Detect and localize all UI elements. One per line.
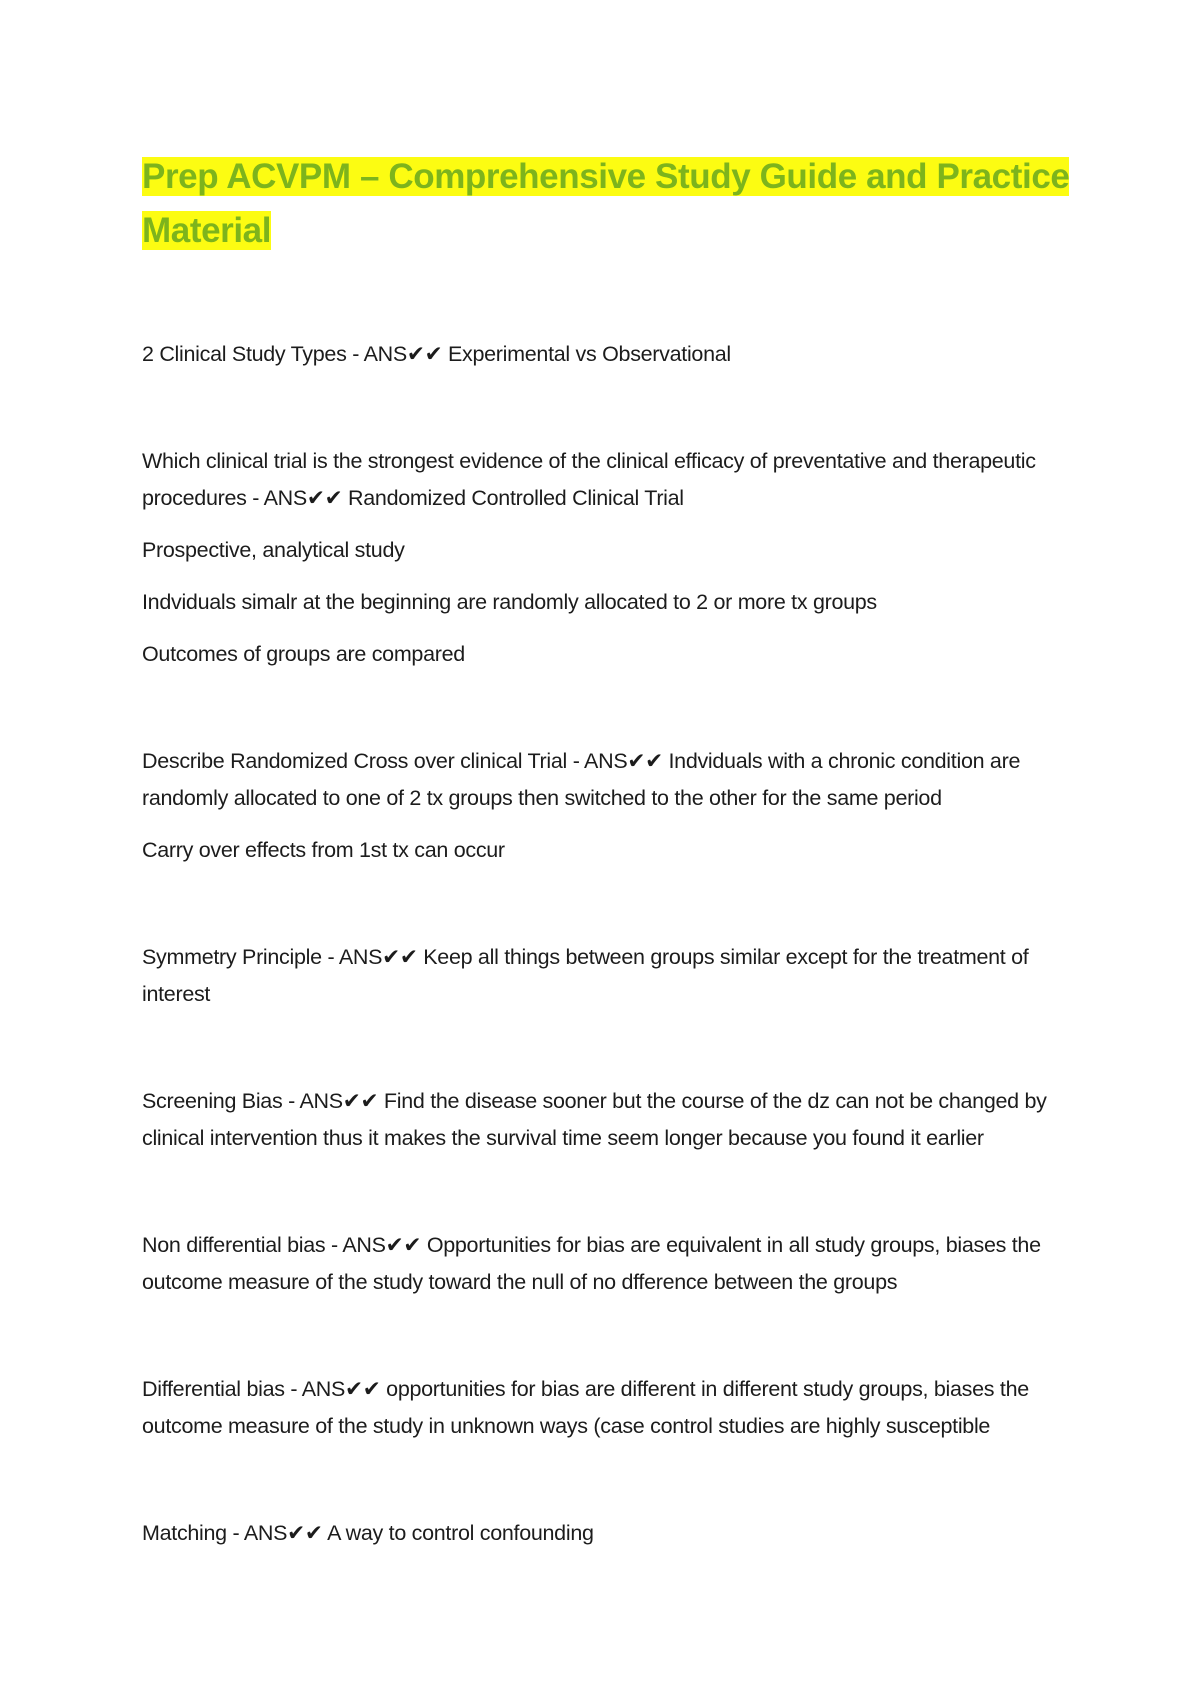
qa-line: Which clinical trial is the strongest evidence of the clinical efficacy of preventative and therapeutic procedures - ANS✔✔ Randomized Controlled Clinical Trial (142, 449, 1036, 510)
qa-note: Prospective, analytical study (142, 538, 405, 562)
answer-marker: ANS✔✔ (243, 1521, 323, 1545)
qa-question: Screening Bias (142, 1089, 283, 1113)
qa-list (142, 336, 1072, 1552)
qa-entry (142, 1371, 1072, 1445)
document-title (142, 150, 1072, 258)
qa-line: Screening Bias - ANS✔✔ Find the disease sooner but the course of the dz can not be changed by clinical intervention thus it makes the survival time seem longer because you found it earlier (142, 1089, 1047, 1150)
qa-answer: Experimental vs Observational (448, 342, 731, 366)
entry-spacer (142, 373, 1072, 443)
answer-marker: ANS✔✔ (299, 1089, 379, 1113)
entry-spacer (142, 1157, 1072, 1227)
qa-question: Describe Randomized Cross over clinical Trial (142, 749, 568, 773)
qa-answer: Find the disease sooner but the course of the dz can not be changed by clinical intervention thus it makes the survival time seem longer because you found it earlier (142, 1089, 1047, 1150)
qa-answer: Indviduals with a chronic condition are randomly allocated to one of 2 tx groups then switched to the other for the same period (142, 749, 1021, 810)
qa-entry (142, 939, 1072, 1013)
qa-entry (142, 1083, 1072, 1157)
qa-note: Carry over effects from 1st tx can occur (142, 838, 505, 862)
qa-entry (142, 743, 1072, 869)
qa-question: 2 Clinical Study Types (142, 342, 347, 366)
entry-spacer (142, 869, 1072, 939)
answer-marker: ANS✔✔ (342, 1233, 422, 1257)
document-body (142, 150, 1072, 1552)
qa-line: Describe Randomized Cross over clinical Trial - ANS✔✔ Indviduals with a chronic condition are randomly allocated to one of 2 tx groups then switched to the other for the same period (142, 749, 1021, 810)
answer-marker: ANS✔✔ (338, 945, 418, 969)
qa-answer: Keep all things between groups similar except for the treatment of interest (142, 945, 1029, 1006)
entry-spacer (142, 1301, 1072, 1371)
qa-answer: Opportunities for bias are equivalent in all study groups, biases the outcome measure of the study toward the null of no dfference between the groups (142, 1233, 1041, 1294)
qa-question: Which clinical trial is the strongest evidence of the clinical efficacy of preventative and therapeutic procedures (142, 449, 1036, 510)
qa-answer: Randomized Controlled Clinical Trial (348, 486, 684, 510)
title-highlight: Prep ACVPM – Comprehensive Study Guide and Practice Material (142, 157, 1070, 250)
answer-marker: ANS✔✔ (363, 342, 443, 366)
qa-line: Differential bias - ANS✔✔ opportunities for bias are different in different study groups, biases the outcome measure of the study in unknown ways (case control studies are highly susceptible (142, 1377, 1029, 1438)
qa-entry (142, 443, 1072, 673)
entry-spacer (142, 673, 1072, 743)
qa-question: Symmetry Principle (142, 945, 322, 969)
qa-note: Indviduals simalr at the beginning are randomly allocated to 2 or more tx groups (142, 590, 877, 614)
qa-line: Non differential bias - ANS✔✔ Opportunities for bias are equivalent in all study groups, biases the outcome measure of the study toward the null of no dfference between the groups (142, 1233, 1041, 1294)
qa-question: Differential bias (142, 1377, 285, 1401)
answer-marker: ANS✔✔ (301, 1377, 381, 1401)
entry-spacer (142, 1013, 1072, 1083)
qa-question: Matching (142, 1521, 227, 1545)
qa-note: Outcomes of groups are compared (142, 642, 465, 666)
qa-line: Symmetry Principle - ANS✔✔ Keep all things between groups similar except for the treatment of interest (142, 945, 1029, 1006)
qa-entry (142, 1515, 1072, 1552)
qa-line: 2 Clinical Study Types - ANS✔✔ Experimental vs Observational (142, 342, 731, 366)
qa-entry (142, 336, 1072, 373)
answer-marker: ANS✔✔ (263, 486, 343, 510)
qa-answer: A way to control confounding (327, 1521, 594, 1545)
qa-question: Non differential bias (142, 1233, 326, 1257)
qa-entry (142, 1227, 1072, 1301)
answer-marker: ANS✔✔ (584, 749, 663, 773)
entry-spacer (142, 1445, 1072, 1515)
qa-line: Matching - ANS✔✔ A way to control confounding (142, 1521, 594, 1545)
qa-answer: opportunities for bias are different in different study groups, biases the outcome measure of the study in unknown ways (case control studies are highly susceptible (142, 1377, 1029, 1438)
